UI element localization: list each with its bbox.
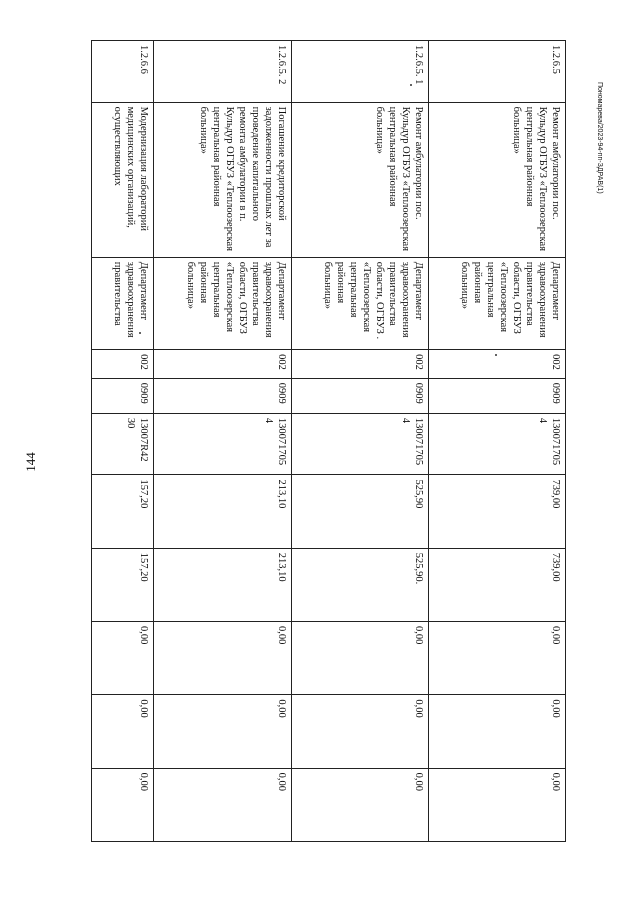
executor: Департамент здравоохранения правительства области, ОГБУЗ «Теплоозерская центральная районная больница» [429,257,566,349]
item-number: 1.2.6.5. 2 [154,41,292,103]
total-amount: 739,00 [429,475,566,548]
executor: Департамент здравоохранения правительства [92,257,154,349]
section-code: 0909 [154,378,292,413]
target-code: 130071705 4 [429,413,566,475]
section-code: 0909 [292,378,429,413]
year-amount: 0,00 [92,622,154,695]
section-code: 0909 [92,378,154,413]
section-code: 0909 [429,378,566,413]
table-row [154,41,292,842]
year-amount: 0,00 [429,622,566,695]
year-amount: 0,00 [92,695,154,768]
grbs-code: 002 [429,350,566,379]
speck-mark [139,332,141,334]
year-amount: 0,00 [154,622,292,695]
total-amount: 525,90 [292,475,429,548]
year-amount: 0,00 [92,768,154,841]
item-number: 1.2.6.5 [429,41,566,103]
year-amount: 739,00 [429,548,566,621]
year-amount: 157,20 [92,548,154,621]
budget-table [91,40,566,842]
year-amount: 0,00 [429,695,566,768]
item-number: 1.2.6.6 [92,41,154,103]
year-amount: 525,90. [292,548,429,621]
measure-name: Погашение кредиторской задолженности прошлых лет за проведение капитального ремонта амбулатории в п. Кульдур ОГБУЗ «Теплоозерская центральная районная больница» [154,102,292,257]
total-amount: 213,10 [154,475,292,548]
total-amount: 157,20 [92,475,154,548]
measure-name: Ремонт амбулатории пос. Кульдур ОГБУЗ «Теплоозерская центральная районная больница» [429,102,566,257]
table-row [292,41,429,842]
page-number: 144 [23,452,38,472]
year-amount: 0,00 [292,622,429,695]
year-amount: 0,00 [154,695,292,768]
target-code: 13007R42 30 [92,413,154,475]
document-code: Пономарева/2023-94-пп-ЗДРАВ(1) [596,82,603,194]
speck-mark [410,84,412,86]
table-row [429,41,566,842]
item-number: 1.2.6.5. 1 [292,41,429,103]
grbs-code: 002 [92,350,154,379]
target-code: 130071705 4 [292,413,429,475]
target-code: 130071705 4 [154,413,292,475]
year-amount: 0,00 [429,768,566,841]
year-amount: 0,00 [154,768,292,841]
year-amount: 0,00 [292,695,429,768]
table-row [92,41,154,842]
year-amount: 213,10 [154,548,292,621]
measure-name: Модернизация лабораторий медицинских организаций, осуществляющих [92,102,154,257]
budget-table-rotated [92,40,566,842]
year-amount: 0,00 [292,768,429,841]
measure-name: Ремонт амбулатории пос. Кульдур ОГБУЗ «Теплоозерская центральная районная больница» [292,102,429,257]
executor: Департамент здравоохранения правительства области, ОГБУЗ «Теплоозерская центральная районная больница» [154,257,292,349]
grbs-code: 002 [154,350,292,379]
grbs-code: 002 [292,350,429,379]
speck-mark [495,354,497,356]
executor: Департамент здравоохранения правительства области, ОГБУЗ . «Теплоозерская центральная районная больница» [292,257,429,349]
